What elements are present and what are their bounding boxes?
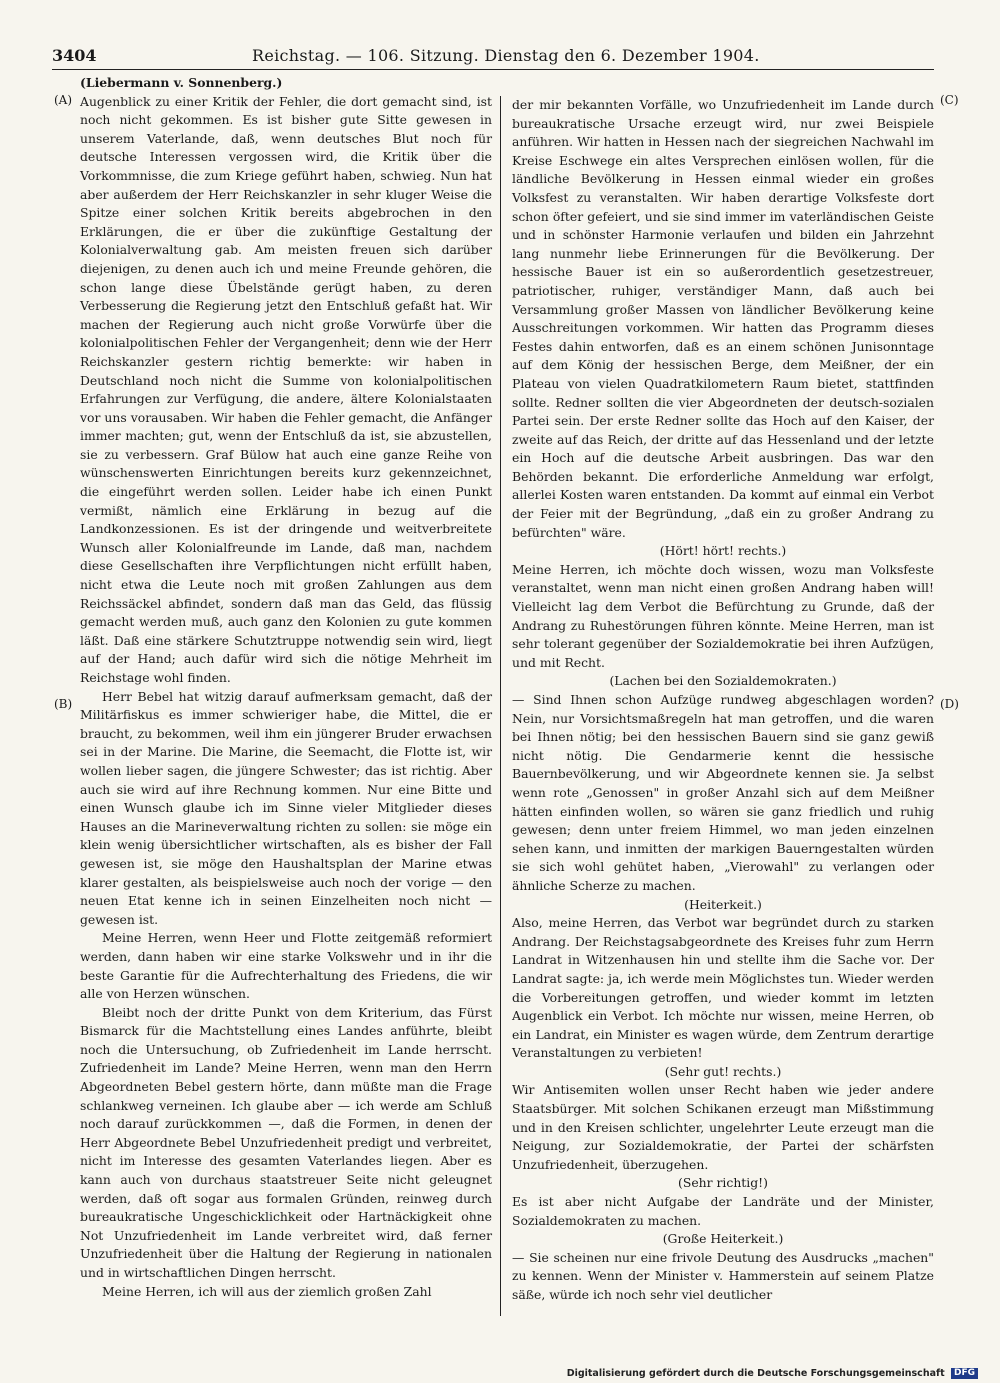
left-column (80, 74, 492, 1301)
right-column (512, 96, 934, 1305)
margin-mark-b: (B) (54, 697, 73, 711)
paragraph: Es ist aber nicht Aufgabe der Landräte und der Minister, Sozialdemokraten zu machen. (512, 1194, 934, 1228)
paragraph: Meine Herren, ich will aus der ziemlich großen Zahl (102, 1283, 432, 1299)
running-title: Reichstag. — 106. Sitzung. Dienstag den 6. Dezember 1904. (252, 46, 760, 65)
paragraph: Wir Antisemiten wollen unser Recht haben wie jeder andere Staatsbürger. Mit solchen Schikanen erzeugt man Mißstimmung und in den Kreisen schlichter, ungelehrter Leute erzeugt man die Neigung, zur Sozialdemokratie, der Partei der schärfsten Unzufriedenheit, überzugehen. (512, 1082, 934, 1172)
margin-mark-c: (C) (940, 93, 959, 107)
interjection: (Heiterkeit.) (684, 896, 762, 912)
interjection: (Sehr richtig!) (678, 1175, 768, 1191)
margin-mark-d: (D) (940, 697, 959, 711)
interjection: (Lachen bei den Sozialdemokraten.) (609, 673, 837, 689)
paragraph: — Sie scheinen nur eine frivole Deutung des Ausdrucks „machen" zu kennen. Wenn der Minister v. Hammerstein auf seinem Platze säße, würde ich noch sehr viel deutlicher (512, 1249, 934, 1302)
interjection: (Sehr gut! rechts.) (664, 1063, 782, 1079)
paragraph: Augenblick zu einer Kritik der Fehler, die dort gemacht sind, ist noch nicht gekommen. Es ist bisher gute Sitte gewesen in unserem Vaterlande, daß, wenn deutsches Blut noch für deutsche Interessen vergossen wird, die Kritik über die Vorkommnisse, die zum Kriege geführt haben, schwieg. Nun hat aber außerdem der Herr Reichskanzler in sehr kluger Weise die Spitze einer solchen Kritik bereits abgebrochen in den Erklärungen, die er über die zukünftige Gestaltung der Kolonialverwaltung gab. Am meisten freuen sich darüber diejenigen, zu denen auch ich und meine Freunde gehören, die schon lange diese Übelstände gerügt haben, zu deren Verbesserung die Regierung jetzt den Entschluß gefaßt hat. Wir machen der Regierung auch nicht große Vorwürfe über die kolonialpolitischen Fehler der Vergangenheit; denn wie der Herr Reichskanzler gestern richtig bemerkte: wir haben in Deutschland noch nicht die Summe von kolonialpolitischen Erfahrungen zur Verfügung, die andere, ältere Kolonialstaaten vor uns vorausaben. Wir haben die Fehler gemacht, die Anfänger immer machten; gut, wenn der Entschluß da ist, sie abzustellen, sie zu verbessern. Graf Bülow hat auch eine ganze Reihe von wünschenswerten Einrichtungen bereits kurz gekennzeichnet, die eingeführt werden sollen. Leider habe ich einen Punkt vermißt, nämlich eine Erklärung in bezug auf die Landkonzessionen. Es ist der dringende und weitverbreitete Wunsch aller Kolonialfreunde im Lande, daß man, nachdem diese Gesellschaften ihre Verpflichtungen nicht erfüllt haben, nicht etwa die Leute noch mit großen Zahlungen aus dem Reichssäckel abfindet, sondern daß man das Geld, das flüssig gemacht werden muß, auch ganz den Kolonien zu gute kommen läßt. Daß eine stärkere Schutztruppe notwendig sein wird, liegt auf der Hand; auch dafür wird sich die nötige Mehrheit im Reichstage wohl finden. (80, 93, 492, 685)
paragraph: Meine Herren, ich möchte doch wissen, wozu man Volksfeste veranstaltet, wenn man nicht einen großen Andrang haben will! Vielleicht lag dem Verbot die Befürchtung zu Grunde, daß der Andrang zu Ruhestörungen führen könnte. Meine Herren, man ist sehr tolerant gegenüber der Sozialdemokratie bei ihren Aufzügen, und mit Recht. (512, 561, 934, 670)
digitization-credit (567, 1368, 978, 1379)
speaker-name: (Liebermann v. Sonnenberg.) (80, 75, 283, 90)
column-divider (500, 96, 501, 1316)
paragraph: Also, meine Herren, das Verbot war begründet durch zu starken Andrang. Der Reichstagsabgeordnete des Kreises fuhr zum Herrn Landrat in Witzenhausen hin und stellte ihm die Sache vor. Der Landrat sagte: ja, ich werde mein Möglichstes tun. Wieder werden die Vorbereitungen getroffen, und wieder kommt im letzten Augenblick ein Verbot. Ich möchte nur wissen, meine Herren, ob ein Landrat, ein Minister es wagen würde, dem Zentrum derartige Veranstaltungen zu verbieten! (512, 915, 934, 1061)
interjection: (Große Heiterkeit.) (662, 1231, 784, 1247)
header-rule (52, 69, 934, 70)
paragraph: Meine Herren, wenn Heer und Flotte zeitgemäß reformiert werden, dann haben wir eine starke Volkswehr und in ihr die beste Garantie für die Aufrechterhaltung des Friedens, die wir alle von Herzen wünschen. (80, 930, 492, 1002)
paragraph: der mir bekannten Vorfälle, wo Unzufriedenheit im Lande durch bureaukratische Ursache erzeugt wird, nur zwei Beispiele anführen. Wir hatten in Hessen nach der siegreichen Nachwahl im Kreise Eschwege ein altes Versprechen einlösen wollen, für die ländliche Bevölkerung in Hessen einmal wieder ein großes Volksfest zu veranstalten. Wir haben derartige Volksfeste dort schon öfter gefeiert, und sie sind immer im vaterländischen Geiste und in schönster Harmonie verlaufen und bilden ein Jahrzehnt lang nunmehr liebe Erinnerungen für die Bevölkerung. Der hessische Bauer ist ein so außerordentlich gesetzestreuer, patriotischer, ruhiger, verständiger Mann, daß auch bei Versammlung großer Massen von ländlicher Bevölkerung keine Ausschreitungen vorkommen. Wir hatten das Programm dieses Festes dahin entworfen, daß es an einem schönen Junisonntage auf dem König der hessischen Berge, dem Meißner, der ein Plateau von vielen Quadratkilometern Raum bietet, stattfinden sollte. Redner sollten die vier Abgeordneten der deutsch-sozialen Partei sein. Der erste Redner sollte das Hoch auf den Kaiser, der zweite auf das Reich, der dritte auf das Hessenland und der letzte ein Hoch auf die deutsche Arbeit ausbringen. Das war den Behörden bekannt. Die erforderliche Anmeldung war erfolgt, allerlei Kosten waren entstanden. Da kommt auf einmal ein Verbot der Feier mit der Begründung, „daß ein zu großer Andrang zu befürchten" wäre. (512, 97, 934, 540)
credit-text: Digitalisierung gefördert durch die Deutsche Forschungsgemeinschaft (566, 1368, 945, 1379)
paragraph: Bleibt noch der dritte Punkt von dem Kriterium, das Fürst Bismarck für die Machtstellung eines Landes anführte, bleibt noch die Untersuchung, ob Zufriedenheit im Lande herrscht. Zufriedenheit im Lande? Meine Herren, wenn man den Herrn Abgeordneten Bebel gestern hörte, dann müßte man die Frage schlankweg verneinen. Ich glaube aber — ich werde am Schluß noch darauf zurückkommen —, daß die Formen, in denen der Herr Abgeordnete Bebel Unzufriedenheit predigt und verbreitet, nicht im Interesse des gesamten Vaterlandes liegen. Aber es kann auch von durchaus staatstreuer Seite nicht geleugnet werden, daß oft sogar aus formalen Gründen, reinweg durch bureaukratische Ungeschicklichkeit oder Hartnäckigkeit ohne Not Unzufriedenheit im Lande verbreitet wird, daß ferner Unzufriedenheit über die Haltung der Regierung in nationalen und in wirtschaftlichen Dingen herrscht. (80, 1004, 492, 1280)
page-number: 3404 (52, 46, 97, 65)
paragraph: Herr Bebel hat witzig darauf aufmerksam gemacht, daß der Militärfiskus es immer schwieriger habe, die Mittel, die er braucht, zu bekommen, weil ihm ein jüngerer Bruder erwachsen sei in der Marine. Die Marine, die Seemacht, die Flotte ist, wir wollen lieber sagen, die jüngere Schwester; das ist richtig. Aber auch sie wird auf ihre Rechnung kommen. Nur eine Bitte und einen Wunsch glaube ich im Sinne vieler Mitglieder dieses Hauses an die Marineverwaltung richten zu sollen: sie möge ein klein wenig übersichtlicher wirtschaften, als es bisher der Fall gewesen ist, sie möge den Haushaltsplan der Marine etwas klarer gestalten, als beispielsweise auch noch der vorige — den neuen Etat kenne ich in seinen Einzelheiten noch nicht — gewesen ist. (80, 688, 492, 927)
margin-mark-a: (A) (54, 93, 73, 107)
dfg-logo: DFG (951, 1368, 978, 1379)
interjection: (Hört! hört! rechts.) (659, 543, 787, 559)
page-header (52, 43, 934, 67)
paragraph: — Sind Ihnen schon Aufzüge rundweg abgeschlagen worden? Nein, nur Vorsichtsmaßregeln hat man getroffen, und die waren bei Ihnen nötig; bei den hessischen Bauern sind sie ganz gewiß nicht nötig. Die Gendarmerie kennt die hessische Bauernbevölkerung, und wir Abgeordnete kennen sie. Ja selbst wenn rote „Genossen" in großer Anzahl sich auf dem Meißner hätten einfinden wollen, so wären sie ganz friedlich und ruhig gewesen; denn unter freiem Himmel, wo man jeden einzelnen sehen kann, und inmitten der markigen Bauerngestalten würden sie sich wohl gehütet haben, „Vierowahl" zu verlangen oder ähnliche Scherze zu machen. (512, 692, 934, 893)
